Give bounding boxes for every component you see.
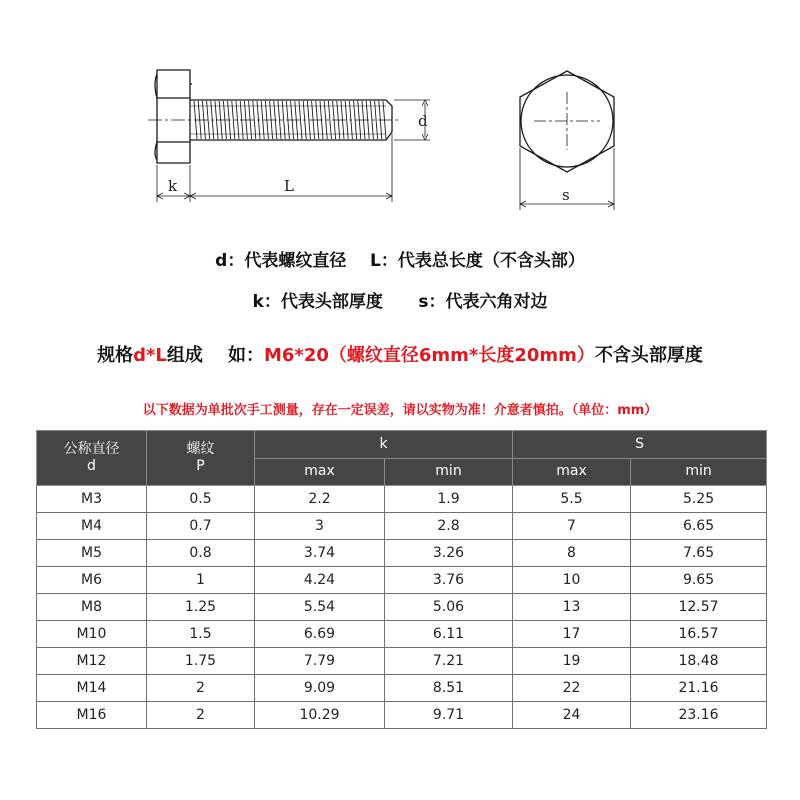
table-row <box>37 621 767 648</box>
cell-s-max: 8 <box>513 540 631 567</box>
cell-p: 2 <box>147 675 255 702</box>
cell-s-min: 6.65 <box>631 513 767 540</box>
cell-k-min: 2.8 <box>385 513 513 540</box>
bolt-head <box>157 70 190 163</box>
cell-k-max: 9.09 <box>255 675 385 702</box>
label-s: s <box>562 186 570 204</box>
cell-s-min: 7.65 <box>631 540 767 567</box>
cell-s-max: 13 <box>513 594 631 621</box>
thread-line <box>375 101 378 139</box>
header-k-max: max <box>255 458 385 486</box>
cell-p: 1.75 <box>147 648 255 675</box>
cell-s-max: 24 <box>513 702 631 729</box>
cell-s-max: 7 <box>513 513 631 540</box>
cell-k-max: 4.24 <box>255 567 385 594</box>
cell-d: M16 <box>37 702 147 729</box>
cell-k-max: 7.79 <box>255 648 385 675</box>
cell-k-max: 6.69 <box>255 621 385 648</box>
cell-k-min: 3.76 <box>385 567 513 594</box>
header-s-min: min <box>631 458 767 486</box>
cell-d: M8 <box>37 594 147 621</box>
cell-d: M3 <box>37 486 147 513</box>
cell-s-max: 10 <box>513 567 631 594</box>
cell-s-min: 23.16 <box>631 702 767 729</box>
cell-p: 0.8 <box>147 540 255 567</box>
cell-d: M10 <box>37 621 147 648</box>
cell-k-min: 6.11 <box>385 621 513 648</box>
header-s: S <box>513 431 767 459</box>
cell-d: M6 <box>37 567 147 594</box>
measurement-notice: 以下数据为单批次手工测量，存在一定误差，请以实物为准！介意者慎拍。（单位：mm） <box>142 403 658 418</box>
header-nominal-diameter <box>37 431 147 486</box>
header-s-max: max <box>513 458 631 486</box>
table-row <box>37 540 767 567</box>
spec-example: M6*20（螺纹直径6mm*长度20mm） <box>263 345 595 366</box>
cell-p: 1 <box>147 567 255 594</box>
cell-k-max: 3 <box>255 513 385 540</box>
cell-s-min: 9.65 <box>631 567 767 594</box>
cell-k-min: 7.21 <box>385 648 513 675</box>
cell-p: 0.7 <box>147 513 255 540</box>
table-row <box>37 702 767 729</box>
spec-suffix: 不含头部厚度 <box>594 345 703 366</box>
header-pitch <box>147 431 255 486</box>
spec-line <box>0 341 800 367</box>
cell-p: 1.5 <box>147 621 255 648</box>
header-k: k <box>255 431 513 459</box>
table-row <box>37 486 767 513</box>
spec-prefix: 规格 <box>97 345 134 366</box>
cell-p: 1.25 <box>147 594 255 621</box>
table-row <box>37 648 767 675</box>
cell-s-min: 21.16 <box>631 675 767 702</box>
cell-k-min: 1.9 <box>385 486 513 513</box>
cell-k-min: 5.06 <box>385 594 513 621</box>
cell-k-max: 10.29 <box>255 702 385 729</box>
label-d: d <box>418 112 428 130</box>
cell-d: M4 <box>37 513 147 540</box>
cell-d: M12 <box>37 648 147 675</box>
table-row <box>37 675 767 702</box>
cell-s-max: 5.5 <box>513 486 631 513</box>
cell-s-max: 19 <box>513 648 631 675</box>
table-row <box>37 513 767 540</box>
legend-line-2: k：代表头部厚度 s：代表六角对边 <box>252 292 548 312</box>
bolt-technical-drawing <box>0 0 800 225</box>
header-p-line1: 螺纹 <box>186 441 215 457</box>
cell-s-min: 5.25 <box>631 486 767 513</box>
cell-s-max: 17 <box>513 621 631 648</box>
cell-k-min: 9.71 <box>385 702 513 729</box>
cell-k-max: 5.54 <box>255 594 385 621</box>
header-p-line2: P <box>196 458 205 474</box>
table-row <box>37 594 767 621</box>
cell-d: M5 <box>37 540 147 567</box>
spec-middle: 组成 如： <box>166 345 264 366</box>
cell-d: M14 <box>37 675 147 702</box>
label-L: L <box>284 177 294 195</box>
cell-p: 0.5 <box>147 486 255 513</box>
legend-line-1: d：代表螺纹直径 L：代表总长度（不含头部） <box>215 251 585 271</box>
cell-k-max: 2.2 <box>255 486 385 513</box>
header-d-line2: d <box>87 458 96 474</box>
table-row <box>37 567 767 594</box>
cell-k-min: 8.51 <box>385 675 513 702</box>
cell-s-min: 12.57 <box>631 594 767 621</box>
label-k: k <box>168 177 178 195</box>
spec-formula: d*L <box>133 345 167 366</box>
cell-k-min: 3.26 <box>385 540 513 567</box>
header-k-min: min <box>385 458 513 486</box>
header-d-line1: 公称直径 <box>63 441 120 457</box>
cell-k-max: 3.74 <box>255 540 385 567</box>
cell-p: 2 <box>147 702 255 729</box>
cell-s-min: 18.48 <box>631 648 767 675</box>
cell-s-max: 22 <box>513 675 631 702</box>
cell-s-min: 16.57 <box>631 621 767 648</box>
size-table <box>36 430 767 729</box>
